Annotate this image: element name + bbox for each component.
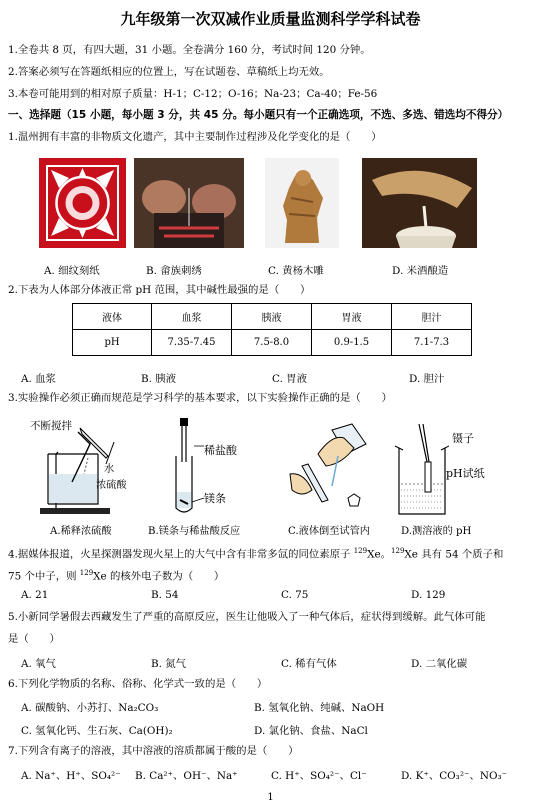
page-number: 1 bbox=[267, 792, 274, 803]
label-tweezers: 镊子 bbox=[452, 432, 474, 445]
q4-option-a[interactable]: A. 21 bbox=[21, 589, 49, 601]
table-header-cell: 血浆 bbox=[152, 304, 232, 330]
section-heading: 一、选择题（15 小题，每小题 3 分，共 45 分。每小题只有一个正确选项，不选、多选、错选均不得分） bbox=[8, 109, 509, 121]
q2-stem: 2.下表为人体部分体液正常 pH 范围，其中碱性最强的是（ ） bbox=[8, 284, 311, 296]
table-row bbox=[73, 330, 472, 356]
q4-stem-text: 4.据媒体报道，火星探测器发现火星上的大气中含有非常多氙的同位素原子 bbox=[8, 548, 354, 561]
table-cell: 7.35-7.45 bbox=[152, 330, 232, 356]
q3-caption-c[interactable]: C.液体倒至试管内 bbox=[288, 526, 370, 537]
q5-option-c[interactable]: C. 稀有气体 bbox=[281, 658, 337, 670]
table-row bbox=[73, 304, 472, 330]
q1-option-b[interactable]: B. 畲族刺绣 bbox=[146, 265, 202, 277]
xe-mass-number: 129 bbox=[79, 569, 94, 577]
label-acid: 浓硫酸 bbox=[96, 480, 127, 491]
q1-stem: 1.温州拥有丰富的非物质文化遗产，其中主要制作过程涉及化学变化的是（ ） bbox=[8, 131, 382, 143]
q4-stem-line1 bbox=[8, 544, 503, 561]
q7-option-d[interactable]: D. K⁺、CO₃²⁻、NO₃⁻ bbox=[401, 770, 508, 782]
table-header-cell: 胰液 bbox=[232, 304, 312, 330]
table-header-cell: 胃液 bbox=[312, 304, 392, 330]
q4-option-b[interactable]: B. 54 bbox=[151, 589, 179, 601]
q7-option-b[interactable]: B. Ca²⁺、OH⁻、Na⁺ bbox=[135, 770, 238, 782]
experiment-b-diagram bbox=[168, 418, 208, 518]
q4-stem-line2 bbox=[8, 566, 224, 583]
q5-option-a[interactable]: A. 氧气 bbox=[21, 658, 56, 670]
q4-stem-punct: 。 bbox=[380, 548, 392, 561]
exam-title: 九年级第一次双减作业质量监测科学学科试卷 bbox=[120, 10, 421, 28]
table-header-cell: 胆汁 bbox=[392, 304, 472, 330]
q4-stem-text: Xe 的核外电子数为（ ） bbox=[93, 570, 225, 583]
q7-option-c[interactable]: C. H⁺、SO₄²⁻、Cl⁻ bbox=[271, 770, 367, 782]
q3-caption-d[interactable]: D.测溶液的 pH bbox=[401, 526, 472, 537]
q7-option-a[interactable]: A. Na⁺、H⁺、SO₄²⁻ bbox=[21, 770, 121, 782]
q1-option-d[interactable]: D. 米酒酿造 bbox=[392, 265, 449, 277]
xe-mass-number: 129 bbox=[353, 547, 368, 555]
q2-option-d[interactable]: D. 胆汁 bbox=[409, 373, 445, 385]
q7-stem: 7.下列含有离子的溶液，其中溶液的溶质都属于酸的是（ ） bbox=[8, 745, 299, 757]
label-ph-paper: pH试纸 bbox=[446, 467, 485, 480]
embroidery-image bbox=[134, 158, 244, 248]
q2-option-a[interactable]: A. 血浆 bbox=[21, 373, 56, 385]
q4-stem-text: 75 个中子，则 bbox=[8, 570, 80, 583]
xe-symbol: Xe bbox=[367, 548, 381, 561]
q2-option-b[interactable]: B. 胰液 bbox=[141, 373, 177, 385]
wood-carving-image bbox=[265, 158, 339, 248]
q5-stem-line1: 5.小新同学暑假去西藏发生了严重的高原反应，医生让他吸入了一种气体后，症状得到缓解。此气体可能 bbox=[8, 611, 486, 623]
q4-option-c[interactable]: C. 75 bbox=[281, 589, 309, 601]
q6-stem: 6.下列化学物质的名称、俗称、化学式一致的是（ ） bbox=[8, 678, 268, 690]
table-cell: 7.1-7.3 bbox=[392, 330, 472, 356]
ph-table bbox=[72, 303, 472, 356]
q5-option-b[interactable]: B. 氮气 bbox=[151, 658, 187, 670]
label-hcl: 稀盐酸 bbox=[204, 444, 237, 457]
q2-option-c[interactable]: C. 胃液 bbox=[272, 373, 307, 385]
q3-stem: 3.实验操作必须正确而规范是学习科学的基本要求，以下实验操作正确的是（ ） bbox=[8, 392, 392, 404]
q1-option-c[interactable]: C. 黄杨木雕 bbox=[268, 265, 324, 277]
label-stir: 不断搅拌 bbox=[30, 420, 72, 432]
q4-stem-text: Xe 具有 54 个质子和 bbox=[404, 548, 504, 561]
table-cell: 7.5-8.0 bbox=[232, 330, 312, 356]
table-cell: 0.9-1.5 bbox=[312, 330, 392, 356]
note-2: 2.答案必须写在答题纸相应的位置上，写在试题卷、草稿纸上均无效。 bbox=[8, 66, 330, 78]
label-mg: 镁条 bbox=[204, 492, 226, 505]
table-cell: pH bbox=[73, 330, 152, 356]
xe-mass-number: 129 bbox=[391, 547, 405, 555]
q4-option-d[interactable]: D. 129 bbox=[411, 589, 446, 601]
paper-cut-image bbox=[39, 158, 126, 248]
q6-option-c[interactable]: C. 氢氧化钙、生石灰、Ca(OH)₂ bbox=[21, 725, 173, 737]
q3-caption-b[interactable]: B.镁条与稀盐酸反应 bbox=[148, 526, 241, 537]
note-3: 3.本卷可能用到的相对原子质量：H-1；C-12；O-16；Na-23；Ca-40；Fe-56 bbox=[8, 88, 378, 100]
q6-option-d[interactable]: D. 氯化钠、食盐、NaCl bbox=[254, 725, 368, 737]
note-1: 1.全卷共 8 页，有四大题，31 小题。全卷满分 160 分，考试时间 120 分钟。 bbox=[8, 44, 371, 56]
q6-option-b[interactable]: B. 氢氧化钠、纯碱、NaOH bbox=[254, 702, 385, 714]
q5-option-d[interactable]: D. 二氧化碳 bbox=[411, 658, 468, 670]
experiment-d-diagram bbox=[393, 422, 449, 518]
table-header-cell: 液体 bbox=[73, 304, 152, 330]
q6-option-a[interactable]: A. 碳酸钠、小苏打、Na₂CO₃ bbox=[21, 702, 159, 714]
rice-wine-image bbox=[362, 158, 477, 248]
q3-caption-a[interactable]: A.稀释浓硫酸 bbox=[50, 526, 112, 537]
label-water: 水 bbox=[104, 464, 115, 475]
experiment-c-diagram bbox=[282, 414, 382, 519]
q5-stem-line2: 是（ ） bbox=[8, 633, 60, 645]
q1-option-a[interactable]: A. 细纹刻纸 bbox=[44, 265, 100, 277]
